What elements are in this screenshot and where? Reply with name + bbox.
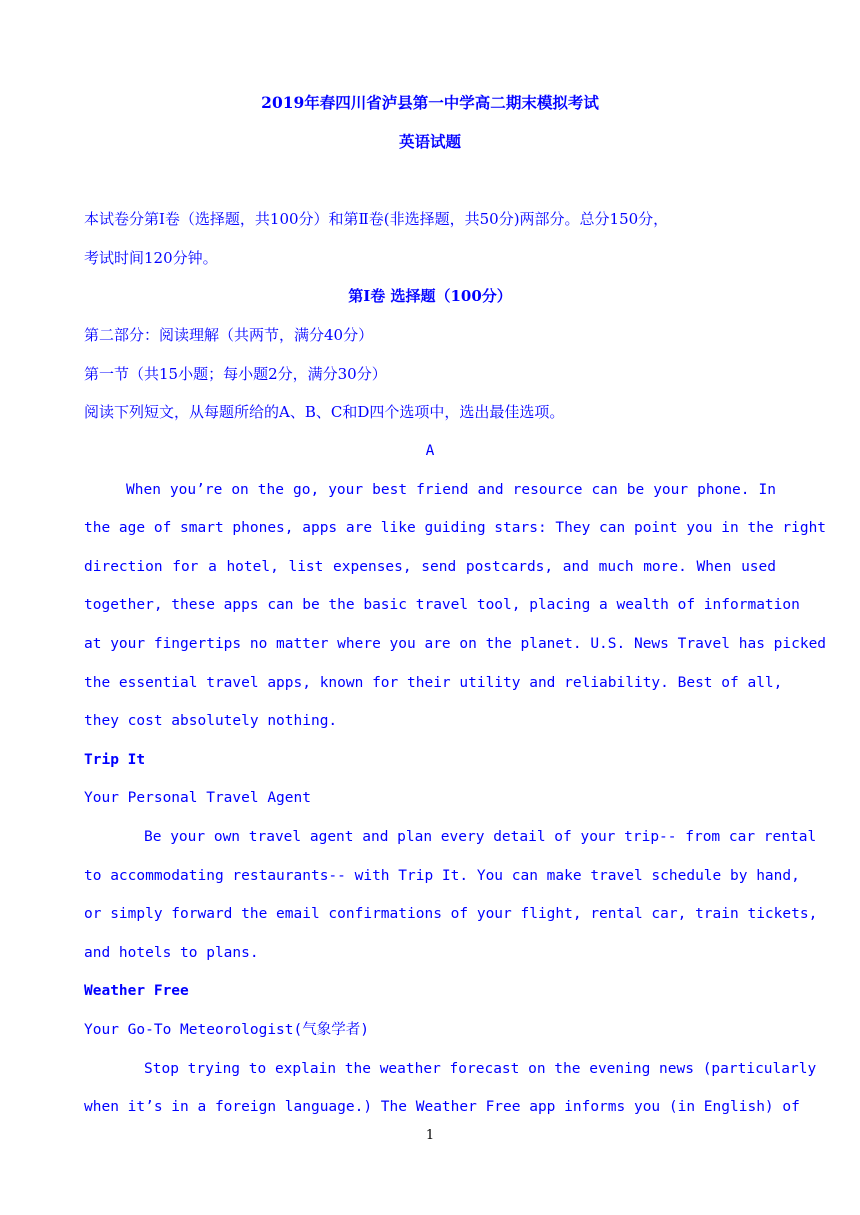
exam-title: 2019年春四川省泸县第一中学高二期末模拟考试 bbox=[261, 93, 599, 112]
paragraph-line: they cost absolutely nothing. bbox=[84, 713, 338, 729]
intro-line-2: 考试时间120分钟。 bbox=[84, 249, 218, 267]
app-name-trip-it: Trip It bbox=[84, 752, 146, 768]
page-number: 1 bbox=[425, 1128, 435, 1143]
paragraph-line: together, these apps can be the basic travel tool, placing a wealth of information bbox=[84, 597, 800, 613]
paragraph-line: to accommodating restaurants-- with Trip It. You can make travel schedule by hand, bbox=[84, 868, 800, 884]
exam-subtitle: 英语试题 bbox=[398, 132, 461, 151]
intro-line-1: 本试卷分第Ⅰ卷（选择题，共100分）和第Ⅱ卷(非选择题，共50分)两部分。总分150分， bbox=[84, 210, 669, 228]
paragraph-line: and hotels to plans. bbox=[84, 945, 259, 961]
app-tagline-trip-it: Your Personal Travel Agent bbox=[84, 790, 311, 806]
part-title: 第二部分：阅读理解（共两节，满分40分） bbox=[84, 326, 374, 344]
paragraph-line: or simply forward the email confirmations of your flight, rental car, train tickets, bbox=[84, 906, 818, 922]
paragraph-line: Stop trying to explain the weather forecast on the evening news (particularly bbox=[144, 1061, 817, 1077]
instruction-text: 阅读下列短文，从每题所给的A、B、C和D四个选项中，选出最佳选项。 bbox=[84, 403, 565, 421]
subsection-title: 第一节（共15小题；每小题2分，满分30分） bbox=[84, 365, 387, 383]
section-title: 第Ⅰ卷 选择题（100分） bbox=[348, 287, 512, 305]
paragraph-line: at your fingertips no matter where you are on the planet. U.S. News Travel has picked bbox=[84, 636, 827, 652]
paragraph-line: when it’s in a foreign language.) The Weather Free app informs you (in English) of bbox=[84, 1099, 800, 1115]
paragraph-line: When you’re on the go, your best friend and resource can be your phone. In bbox=[126, 482, 776, 498]
paragraph-line: the age of smart phones, apps are like guiding stars: They can point you in the right bbox=[84, 520, 827, 536]
app-tagline-weather-free: Your Go-To Meteorologist(气象学者) bbox=[84, 1022, 369, 1038]
paragraph-line: direction for a hotel, list expenses, send postcards, and much more. When used bbox=[84, 559, 776, 575]
passage-label: A bbox=[425, 443, 435, 459]
paragraph-line: Be your own travel agent and plan every detail of your trip-- from car rental bbox=[144, 829, 817, 845]
app-name-weather-free: Weather Free bbox=[84, 983, 189, 999]
paragraph-line: the essential travel apps, known for their utility and reliability. Best of all, bbox=[84, 675, 783, 691]
